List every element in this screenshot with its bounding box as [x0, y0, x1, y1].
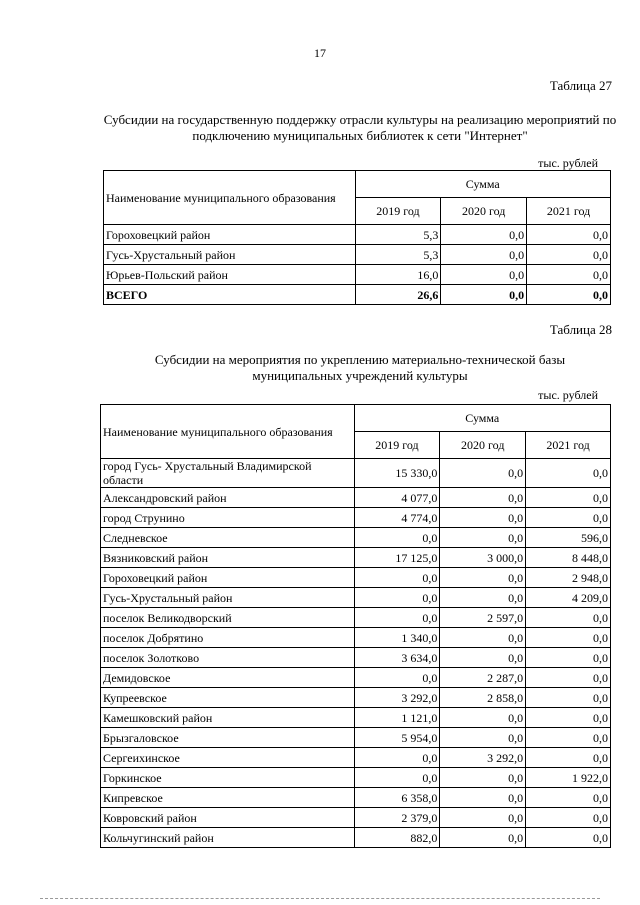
table28-row-2021: 0,0 [526, 808, 611, 828]
table28-row [101, 508, 611, 528]
table28-head-sum: Сумма [354, 405, 611, 432]
table27-row-2020: 0,0 [441, 265, 527, 285]
table28-row-2019: 1 121,0 [354, 708, 440, 728]
table28-row-2019: 6 358,0 [354, 788, 440, 808]
table28-row-name: Кипревское [101, 788, 355, 808]
table27-row-2021: 0,0 [527, 265, 611, 285]
table27-label: Таблица 27 [549, 78, 612, 93]
table28 [100, 404, 611, 848]
table28-row-2021: 1 922,0 [526, 768, 611, 788]
table28-head-name: Наименование муниципального образования [101, 405, 355, 459]
table28-row-2019: 0,0 [354, 768, 440, 788]
table27-total-row [104, 285, 611, 305]
table27-row-2021: 0,0 [527, 245, 611, 265]
table28-row [101, 688, 611, 708]
table28-row-2020: 0,0 [440, 528, 526, 548]
table27-row-2021: 0,0 [527, 225, 611, 245]
table27-row [104, 245, 611, 265]
table27-head-name: Наименование муниципального образования [104, 171, 356, 225]
table28-row [101, 648, 611, 668]
table28-row-2019: 3 292,0 [354, 688, 440, 708]
table28-row-2019: 1 340,0 [354, 628, 440, 648]
table28-row-2020: 0,0 [440, 708, 526, 728]
table28-row-name: Кольчугинский район [101, 828, 355, 848]
table28-row [101, 459, 611, 488]
table27-row-2019: 16,0 [355, 265, 441, 285]
table28-row-2020: 0,0 [440, 808, 526, 828]
table27-head-sum: Сумма [355, 171, 611, 198]
table28-row-2019: 0,0 [354, 528, 440, 548]
table28-row [101, 788, 611, 808]
table28-row [101, 748, 611, 768]
table28-row-2020: 0,0 [440, 828, 526, 848]
table28-row [101, 608, 611, 628]
table28-title [100, 352, 620, 384]
table27-title-line2: подключению муниципальных библиотек к сети "Интернет" [192, 128, 528, 143]
table27-year-2019: 2019 год [355, 198, 441, 225]
table28-row [101, 628, 611, 648]
table28-row-name: поселок Добрятино [101, 628, 355, 648]
table28-row [101, 528, 611, 548]
table27-row-2020: 0,0 [441, 245, 527, 265]
table28-row-2021: 2 948,0 [526, 568, 611, 588]
table27-row-name: Гороховецкий район [104, 225, 356, 245]
table28-row-2021: 596,0 [526, 528, 611, 548]
table28-row [101, 808, 611, 828]
table28-row-2020: 0,0 [440, 488, 526, 508]
table28-row-name: Сергеихинское [101, 748, 355, 768]
table28-row-2021: 0,0 [526, 648, 611, 668]
table28-row [101, 588, 611, 608]
table28-row-name: Гусь-Хрустальный район [101, 588, 355, 608]
table28-title-line2: муниципальных учреждений культуры [252, 368, 468, 383]
table28-row-2020: 0,0 [440, 768, 526, 788]
table27-year-2021: 2021 год [527, 198, 611, 225]
table28-title-line1: Субсидии на мероприятия по укреплению материально-технической базы [154, 352, 566, 367]
table28-label: Таблица 28 [549, 322, 612, 337]
table27-row [104, 225, 611, 245]
table27-total-label: ВСЕГО [104, 285, 356, 305]
table28-row-name: Купреевское [101, 688, 355, 708]
page-bottom-edge [40, 898, 600, 899]
table28-year-2021: 2021 год [526, 432, 611, 459]
table27-row [104, 265, 611, 285]
table28-row-2021: 0,0 [526, 668, 611, 688]
table28-row-2021: 4 209,0 [526, 588, 611, 608]
table27-title-line1: Субсидии на государственную поддержку отрасли культуры на реализацию мероприятий по [103, 112, 617, 127]
table28-row-2019: 882,0 [354, 828, 440, 848]
table28-row-2021: 0,0 [526, 728, 611, 748]
table28-row-2020: 2 287,0 [440, 668, 526, 688]
table28-row-2019: 17 125,0 [354, 548, 440, 568]
table28-row-2020: 3 292,0 [440, 748, 526, 768]
table27-title [100, 112, 620, 144]
table27-year-2020: 2020 год [441, 198, 527, 225]
table27-total-2021: 0,0 [527, 285, 611, 305]
table27-row-name: Юрьев-Польский район [104, 265, 356, 285]
table28-row-2019: 5 954,0 [354, 728, 440, 748]
table28-row-2021: 8 448,0 [526, 548, 611, 568]
table28-row-2021: 0,0 [526, 788, 611, 808]
table28-row-2020: 0,0 [440, 588, 526, 608]
table28-row-name: Камешковский район [101, 708, 355, 728]
table28-row-2020: 0,0 [440, 628, 526, 648]
table28-row [101, 488, 611, 508]
table28-row-2020: 0,0 [440, 568, 526, 588]
table28-row-2020: 0,0 [440, 728, 526, 748]
table28-row [101, 548, 611, 568]
table28-row-name: Ковровский район [101, 808, 355, 828]
table28-row-2021: 0,0 [526, 748, 611, 768]
table28-row-2019: 4 774,0 [354, 508, 440, 528]
table28-row-2019: 0,0 [354, 668, 440, 688]
table28-row [101, 668, 611, 688]
table28-row-name: город Струнино [101, 508, 355, 528]
table28-row-2021: 0,0 [526, 508, 611, 528]
table28-row-2020: 3 000,0 [440, 548, 526, 568]
page-number: 17 [314, 46, 326, 60]
table27-unit: тыс. рублей [538, 156, 598, 170]
table28-row-name: город Гусь- Хрустальный Владимирской области [101, 459, 355, 488]
table28-row-name: Следневское [101, 528, 355, 548]
table28-row-2021: 0,0 [526, 459, 611, 488]
table28-row-2019: 4 077,0 [354, 488, 440, 508]
table27-row-2019: 5,3 [355, 225, 441, 245]
table28-row [101, 828, 611, 848]
table28-row-2020: 0,0 [440, 788, 526, 808]
table28-unit: тыс. рублей [538, 388, 598, 402]
table27 [103, 170, 611, 305]
table28-row [101, 768, 611, 788]
table28-row-name: поселок Золотково [101, 648, 355, 668]
table28-row-2021: 0,0 [526, 688, 611, 708]
table28-row [101, 708, 611, 728]
table28-row-2020: 0,0 [440, 648, 526, 668]
table28-row-name: Александровский район [101, 488, 355, 508]
table28-row-2020: 2 858,0 [440, 688, 526, 708]
table28-row-2021: 0,0 [526, 708, 611, 728]
table28-row-2020: 2 597,0 [440, 608, 526, 628]
table28-row-2021: 0,0 [526, 608, 611, 628]
table27-row-2019: 5,3 [355, 245, 441, 265]
table28-row-2019: 0,0 [354, 588, 440, 608]
table28-year-2020: 2020 год [440, 432, 526, 459]
table28-row-name: Брызгаловское [101, 728, 355, 748]
table28-row-2019: 0,0 [354, 568, 440, 588]
table28-row-2019: 3 634,0 [354, 648, 440, 668]
table28-row-name: Горкинское [101, 768, 355, 788]
table28-row-name: Вязниковский район [101, 548, 355, 568]
table28-row-name: поселок Великодворский [101, 608, 355, 628]
table28-row-2019: 15 330,0 [354, 459, 440, 488]
table28-row-2020: 0,0 [440, 459, 526, 488]
table28-row-2021: 0,0 [526, 828, 611, 848]
table28-row-2020: 0,0 [440, 508, 526, 528]
table28-row-2019: 2 379,0 [354, 808, 440, 828]
table28-row-name: Демидовское [101, 668, 355, 688]
table28-row-2021: 0,0 [526, 628, 611, 648]
table28-row-name: Гороховецкий район [101, 568, 355, 588]
table27-row-name: Гусь-Хрустальный район [104, 245, 356, 265]
table28-row-2019: 0,0 [354, 608, 440, 628]
table28-row [101, 728, 611, 748]
table28-year-2019: 2019 год [354, 432, 440, 459]
table28-row-2021: 0,0 [526, 488, 611, 508]
table28-row [101, 568, 611, 588]
table27-total-2020: 0,0 [441, 285, 527, 305]
table28-row-2019: 0,0 [354, 748, 440, 768]
table27-row-2020: 0,0 [441, 225, 527, 245]
table27-total-2019: 26,6 [355, 285, 441, 305]
